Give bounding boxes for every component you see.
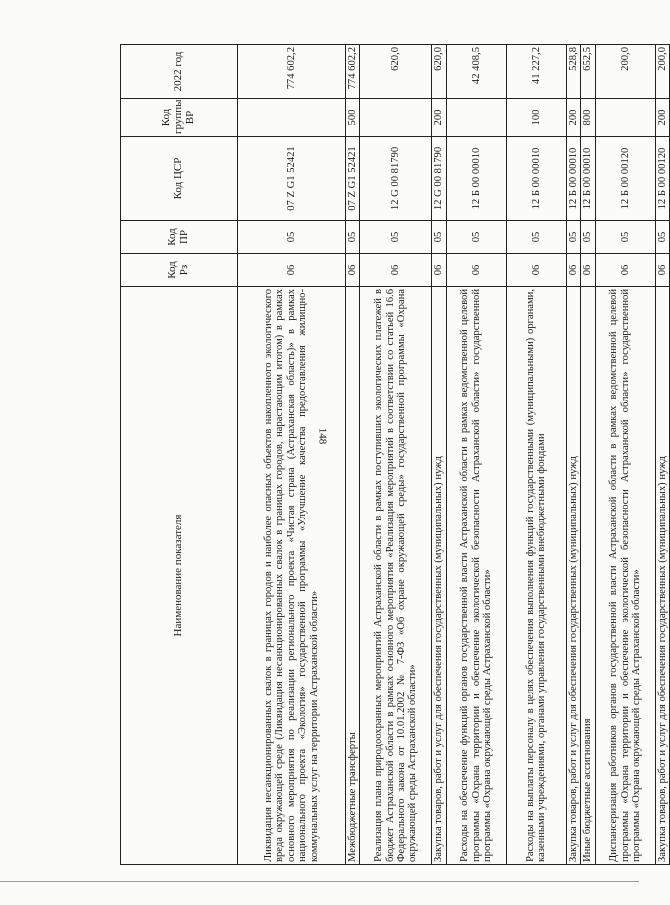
table-row <box>595 45 655 865</box>
table-row <box>238 45 346 865</box>
row-name: Расходы на обеспечение функций органов государственной власти Астраханской области в рамках ведомственной целевой программы «Охрана территории и обеспечение экологической безопасности Астраханской области» государственной программы «Охрана окружающей среды Астраханской области» <box>446 287 506 865</box>
row-name: Иные бюджетные ассигнования <box>581 287 595 865</box>
row-amount: 200,0 <box>595 45 655 99</box>
row-csr: 12 Б 00 00120 <box>595 137 655 221</box>
table-header-row <box>121 45 238 865</box>
row-name: Межбюджетные трансферты <box>346 287 360 865</box>
row-csr: 12 Б 00 00010 <box>506 137 566 221</box>
row-amount: 41 227,2 <box>506 45 566 99</box>
row-amount: 774 602,2 <box>238 45 346 99</box>
header-rz: Код Рз <box>121 254 238 287</box>
row-rz: 06 <box>432 254 446 287</box>
header-year: 2022 год <box>121 45 238 99</box>
row-vr: 200 <box>566 99 580 137</box>
header-vr: Код группы ВР <box>121 99 238 137</box>
row-csr: 12 Б 00 00010 <box>581 137 595 221</box>
row-csr: 12 Б 00 00120 <box>655 137 669 221</box>
row-pr: 05 <box>506 221 566 254</box>
row-name: Закупка товаров, работ и услуг для обеспечения государственных (муниципальных) нужд <box>432 287 446 865</box>
row-vr: 200 <box>432 99 446 137</box>
table-row <box>566 45 580 865</box>
row-rz: 06 <box>446 254 506 287</box>
table-row <box>346 45 360 865</box>
row-vr: 800 <box>581 99 595 137</box>
page-number: 148 <box>316 427 329 445</box>
row-vr <box>360 99 432 137</box>
row-rz: 06 <box>360 254 432 287</box>
row-csr: 12 Б 00 00010 <box>566 137 580 221</box>
row-amount: 200,0 <box>655 45 669 99</box>
row-name: Ликвидация несанкционированных свалок в границах городов и наиболее опасных объектов накопленного экологического вреда окружающей среде (Ликвидация несанкционированных свалок в границах городов, нарастающим итогом) в рамках основного мероприятия по реализации регионального проекта «Чистая страна (Астраханская область)» в рамках национального проекта «Экология» государственной программы «Улучшение качества предоставления жилищно-коммунальных услуг на территории Астраханской области» <box>238 287 346 865</box>
row-vr <box>595 99 655 137</box>
budget-table <box>120 44 670 865</box>
row-pr: 05 <box>655 221 669 254</box>
row-pr: 05 <box>446 221 506 254</box>
row-pr: 05 <box>581 221 595 254</box>
row-pr: 05 <box>595 221 655 254</box>
row-rz: 06 <box>506 254 566 287</box>
row-name: Реализация плана природоохранных мероприятий Астраханской области в рамках поступивших экологических платежей в бюджет Астраханской области в рамках основного мероприятия «Реализация мероприятий в соответствии со статьей 16.6 Федерального закона от 10.01.2002 № 7-ФЗ «Об охране окружающей среды» государственной программы «Охрана окружающей среды Астраханской области» <box>360 287 432 865</box>
row-pr: 05 <box>238 221 346 254</box>
row-pr: 05 <box>432 221 446 254</box>
row-csr: 12 G 00 81790 <box>360 137 432 221</box>
row-amount: 528,8 <box>566 45 580 99</box>
row-pr: 05 <box>360 221 432 254</box>
row-csr: 12 Б 00 00010 <box>446 137 506 221</box>
row-amount: 42 408,5 <box>446 45 506 99</box>
row-name: Закупка товаров, работ и услуг для обеспечения государственных (муниципальных) нужд <box>655 287 669 865</box>
row-rz: 06 <box>346 254 360 287</box>
table-row <box>655 45 669 865</box>
row-amount: 620,0 <box>432 45 446 99</box>
row-name: Диспансеризация работников органов государственной власти Астраханской области в рамках ведомственной целевой программы «Охрана территории и обеспечение экологической безопасности Астраханской области» государственной программы «Охрана окружающей среды Астраханской области» <box>595 287 655 865</box>
header-csr: Код ЦСР <box>121 137 238 221</box>
table-row <box>581 45 595 865</box>
row-pr: 05 <box>566 221 580 254</box>
header-name: Наименование показателя <box>121 287 238 865</box>
row-amount: 774 602,2 <box>346 45 360 99</box>
row-rz: 06 <box>595 254 655 287</box>
row-vr <box>238 99 346 137</box>
row-amount: 652,5 <box>581 45 595 99</box>
rotated-page-content <box>120 45 668 865</box>
row-vr <box>446 99 506 137</box>
row-rz: 06 <box>581 254 595 287</box>
scan-edge-line <box>0 881 639 882</box>
row-vr: 500 <box>346 99 360 137</box>
row-rz: 06 <box>566 254 580 287</box>
row-vr: 100 <box>506 99 566 137</box>
row-name: Расходы на выплаты персоналу в целях обеспечения выполнения функций государственными (муниципальными) органами, казенными учреждениями, органами управления государственными внебюджетными фондами <box>506 287 566 865</box>
row-rz: 06 <box>655 254 669 287</box>
row-amount: 620,0 <box>360 45 432 99</box>
row-csr: 07 Z G1 52421 <box>238 137 346 221</box>
row-csr: 12 G 00 81790 <box>432 137 446 221</box>
row-csr: 07 Z G1 52421 <box>346 137 360 221</box>
row-name: Закупка товаров, работ и услуг для обеспечения государственных (муниципальных) нужд <box>566 287 580 865</box>
header-pr: Код ПР <box>121 221 238 254</box>
row-pr: 05 <box>346 221 360 254</box>
table-row <box>506 45 566 865</box>
table-row <box>446 45 506 865</box>
table-row <box>432 45 446 865</box>
table-row <box>360 45 432 865</box>
row-vr: 200 <box>655 99 669 137</box>
row-rz: 06 <box>238 254 346 287</box>
